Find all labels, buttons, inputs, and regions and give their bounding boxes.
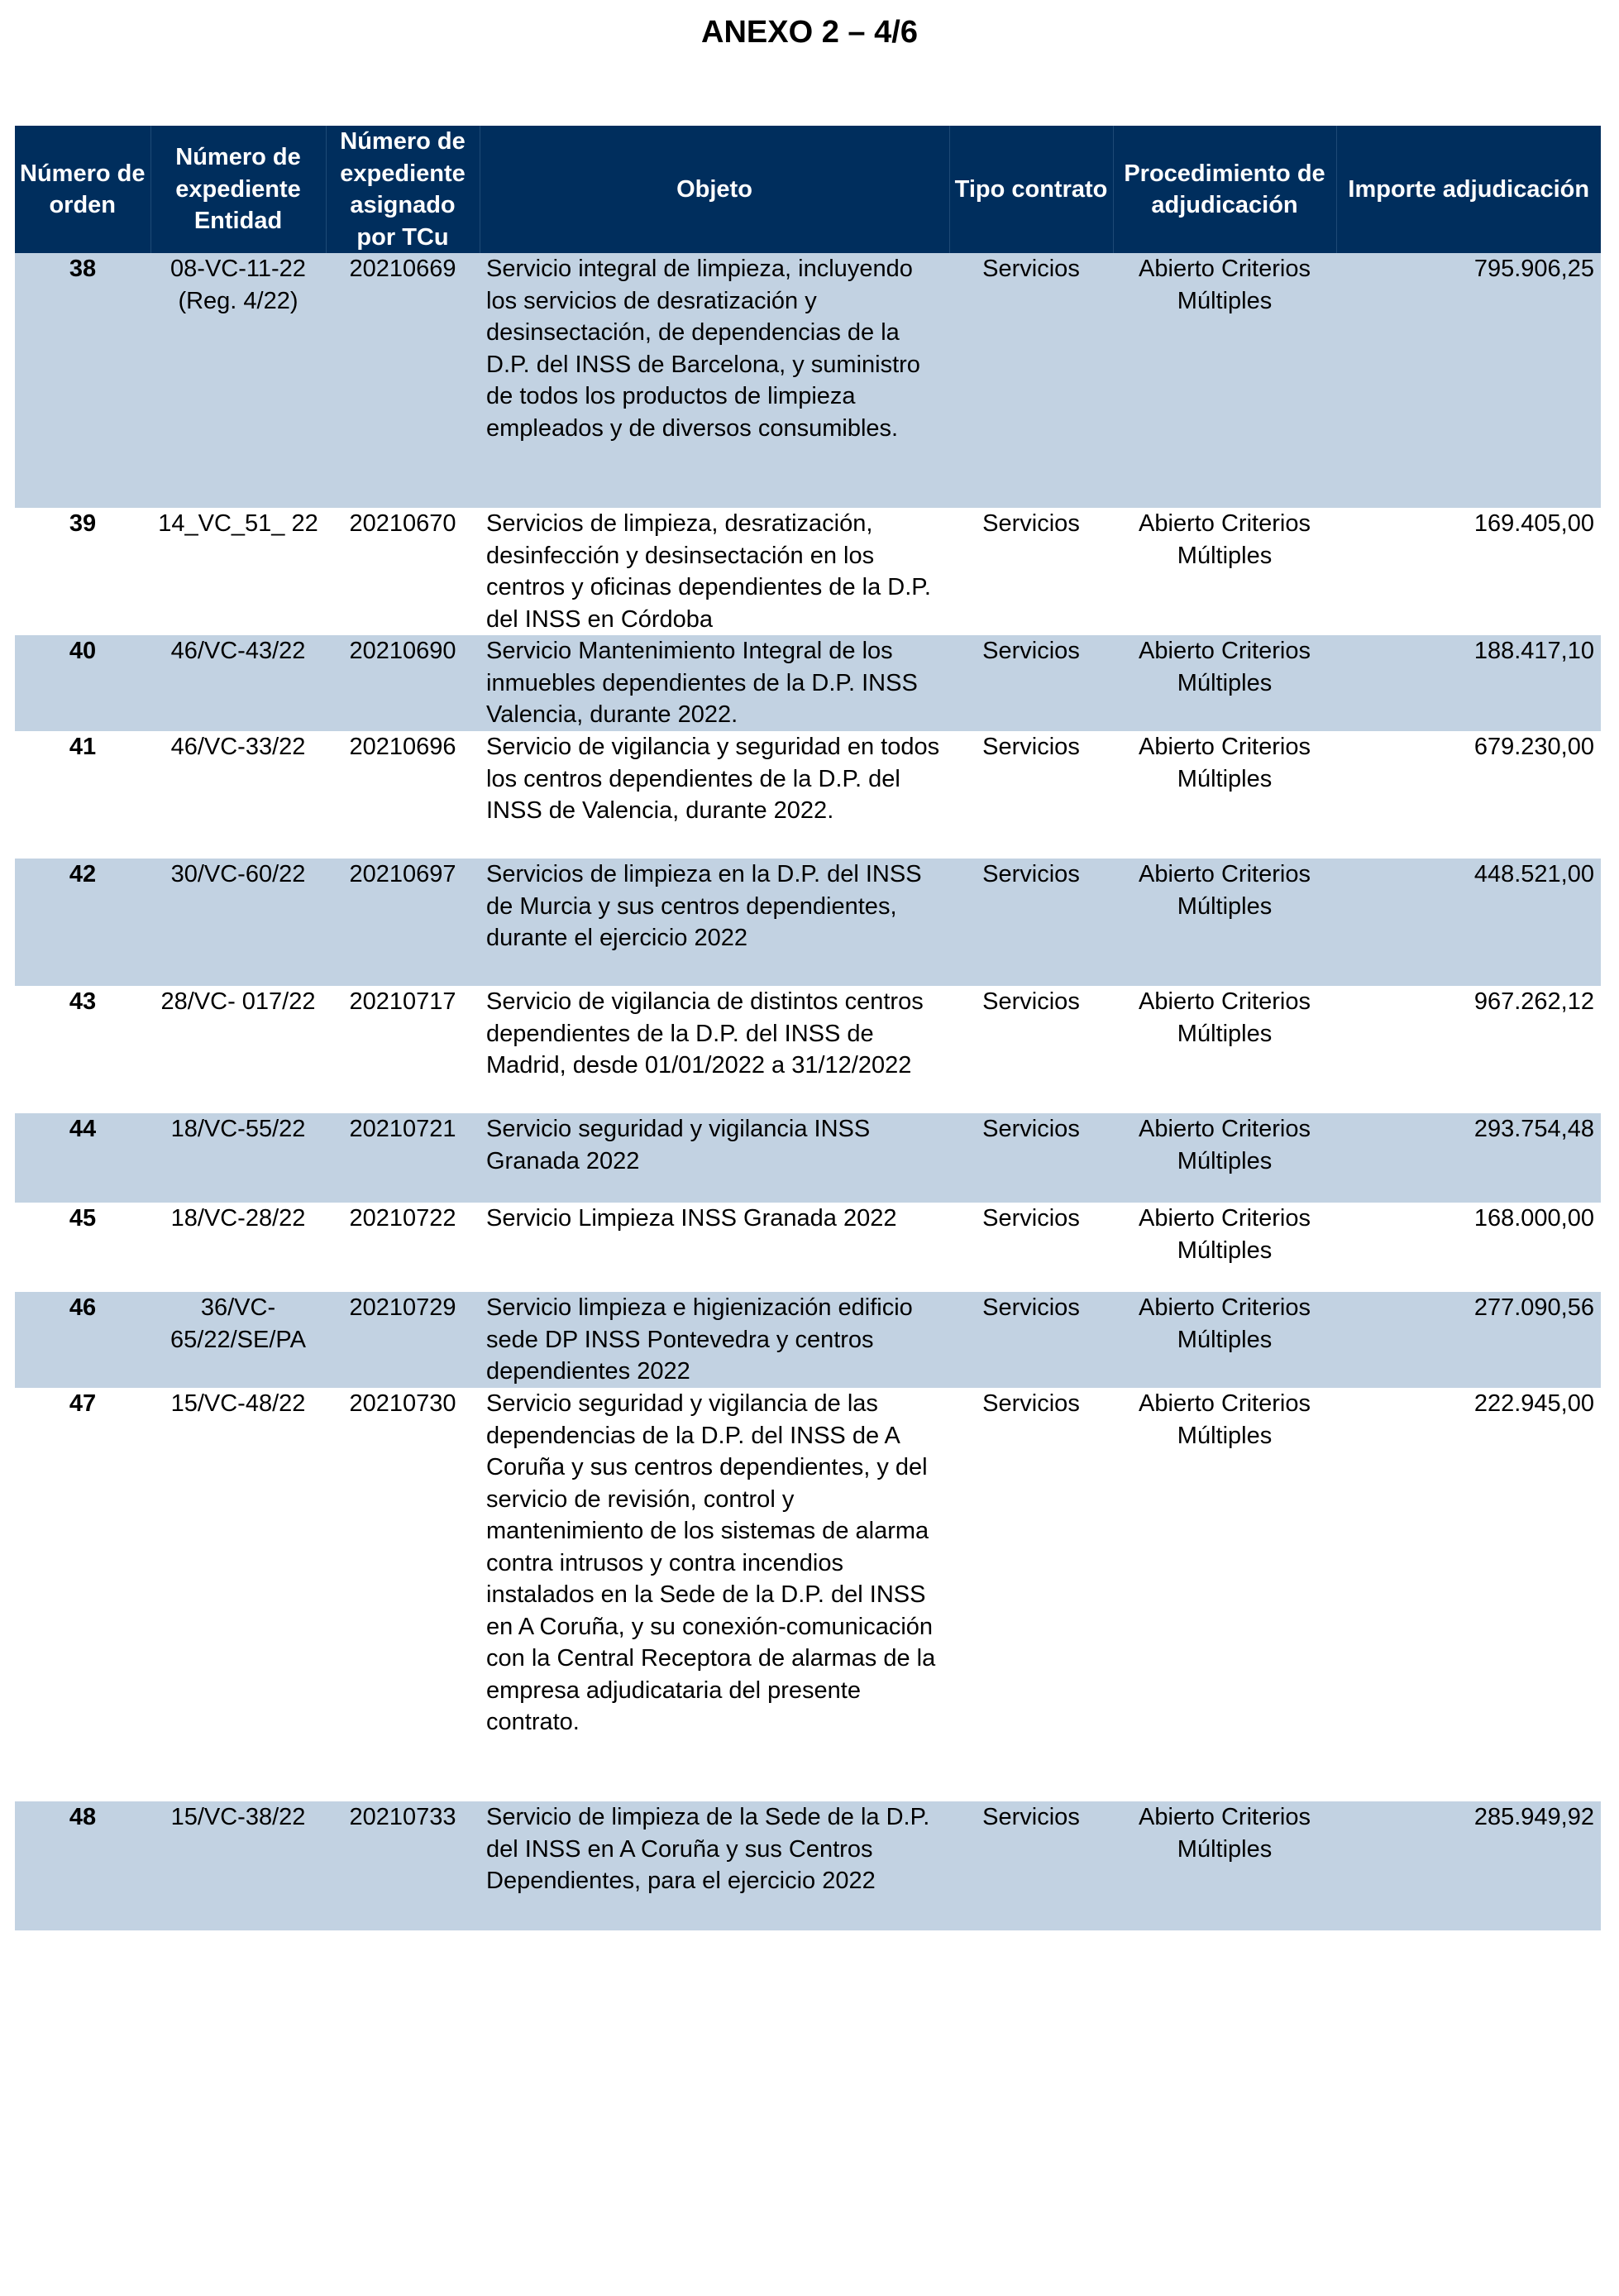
cell-objeto: Servicio integral de limpieza, incluyendo los servicios de desratización y desinsectación, de dependencias de la D.P. del INSS de Barcelona, y suministro de todos los productos de limpieza empleados y de diversos consumibles.: [480, 253, 949, 508]
cell-tcu: 20210729: [326, 1292, 480, 1388]
cell-objeto: Servicio limpieza e higienización edificio sede DP INSS Pontevedra y centros dependientes 2022: [480, 1292, 949, 1388]
cell-expediente: 15/VC-38/22: [150, 1801, 326, 1930]
table-row: [15, 508, 1601, 635]
cell-importe: 222.945,00: [1336, 1388, 1601, 1801]
cell-tcu: 20210717: [326, 986, 480, 1113]
cell-objeto: Servicio de limpieza de la Sede de la D.P. del INSS en A Coruña y sus Centros Dependientes, para el ejercicio 2022: [480, 1801, 949, 1930]
cell-procedimiento: Abierto Criterios Múltiples: [1113, 731, 1336, 859]
cell-importe: 168.000,00: [1336, 1203, 1601, 1292]
cell-tipo: Servicios: [949, 1388, 1113, 1801]
cell-expediente: 18/VC-55/22: [150, 1113, 326, 1203]
table-row: [15, 1292, 1601, 1388]
cell-objeto: Servicio seguridad y vigilancia INSS Granada 2022: [480, 1113, 949, 1203]
header-procedimiento: Procedimiento de adjudicación: [1113, 126, 1336, 253]
cell-importe: 277.090,56: [1336, 1292, 1601, 1388]
cell-expediente: 15/VC-48/22: [150, 1388, 326, 1801]
cell-tcu: 20210721: [326, 1113, 480, 1203]
cell-importe: 795.906,25: [1336, 253, 1601, 508]
table-row: [15, 1388, 1601, 1801]
header-numero-orden: Número de orden: [15, 126, 150, 253]
cell-expediente: 18/VC-28/22: [150, 1203, 326, 1292]
cell-tipo: Servicios: [949, 731, 1113, 859]
cell-orden: 41: [15, 731, 150, 859]
cell-expediente: 46/VC-33/22: [150, 731, 326, 859]
cell-tipo: Servicios: [949, 1203, 1113, 1292]
cell-importe: 448.521,00: [1336, 859, 1601, 986]
cell-orden: 48: [15, 1801, 150, 1930]
cell-orden: 39: [15, 508, 150, 635]
cell-importe: 679.230,00: [1336, 731, 1601, 859]
header-objeto: Objeto: [480, 126, 949, 253]
cell-orden: 42: [15, 859, 150, 986]
header-expediente-tcu: Número de expediente asignado por TCu: [326, 126, 480, 253]
header-tipo-contrato: Tipo contrato: [949, 126, 1113, 253]
cell-tipo: Servicios: [949, 986, 1113, 1113]
cell-tipo: Servicios: [949, 1292, 1113, 1388]
table-row: [15, 1113, 1601, 1203]
table-row: [15, 1203, 1601, 1292]
cell-procedimiento: Abierto Criterios Múltiples: [1113, 635, 1336, 731]
cell-objeto: Servicios de limpieza en la D.P. del INSS de Murcia y sus centros dependientes, durante el ejercicio 2022: [480, 859, 949, 986]
cell-tcu: 20210697: [326, 859, 480, 986]
header-expediente-entidad: Número de expediente Entidad: [150, 126, 326, 253]
cell-expediente: 08-VC-11-22 (Reg. 4/22): [150, 253, 326, 508]
cell-tipo: Servicios: [949, 253, 1113, 508]
header-importe: Importe adjudicación: [1336, 126, 1601, 253]
cell-procedimiento: Abierto Criterios Múltiples: [1113, 253, 1336, 508]
cell-procedimiento: Abierto Criterios Múltiples: [1113, 986, 1336, 1113]
page-title: ANEXO 2 – 4/6: [701, 15, 918, 50]
cell-orden: 40: [15, 635, 150, 731]
cell-tipo: Servicios: [949, 1113, 1113, 1203]
cell-procedimiento: Abierto Criterios Múltiples: [1113, 508, 1336, 635]
cell-procedimiento: Abierto Criterios Múltiples: [1113, 1292, 1336, 1388]
cell-tipo: Servicios: [949, 635, 1113, 731]
cell-orden: 47: [15, 1388, 150, 1801]
cell-objeto: Servicio Limpieza INSS Granada 2022: [480, 1203, 949, 1292]
cell-objeto: Servicios de limpieza, desratización, desinfección y desinsectación en los centros y oficinas dependientes de la D.P. del INSS en Córdoba: [480, 508, 949, 635]
cell-expediente: 28/VC- 017/22: [150, 986, 326, 1113]
cell-orden: 46: [15, 1292, 150, 1388]
cell-tcu: 20210696: [326, 731, 480, 859]
table-row: [15, 1801, 1601, 1930]
cell-expediente: 36/VC- 65/22/SE/PA: [150, 1292, 326, 1388]
cell-orden: 38: [15, 253, 150, 508]
cell-tipo: Servicios: [949, 508, 1113, 635]
cell-tcu: 20210733: [326, 1801, 480, 1930]
cell-tcu: 20210730: [326, 1388, 480, 1801]
cell-objeto: Servicio de vigilancia de distintos centros dependientes de la D.P. del INSS de Madrid, desde 01/01/2022 a 31/12/2022: [480, 986, 949, 1113]
cell-objeto: Servicio seguridad y vigilancia de las dependencias de la D.P. del INSS de A Coruña y sus centros dependientes, y del servicio de revisión, control y mantenimiento de los sistemas de alarma contra intrusos y contra incendios instalados en la Sede de la D.P. del INSS en A Coruña, y su conexión-comunicación con la Central Receptora de alarmas de la empresa adjudicataria del presente contrato.: [480, 1388, 949, 1801]
cell-importe: 169.405,00: [1336, 508, 1601, 635]
cell-tcu: 20210690: [326, 635, 480, 731]
cell-expediente: 14_VC_51_ 22: [150, 508, 326, 635]
cell-tcu: 20210669: [326, 253, 480, 508]
cell-objeto: Servicio Mantenimiento Integral de los inmuebles dependientes de la D.P. INSS Valencia, durante 2022.: [480, 635, 949, 731]
table-row: [15, 253, 1601, 508]
cell-importe: 188.417,10: [1336, 635, 1601, 731]
table-row: [15, 635, 1601, 731]
table-row: [15, 986, 1601, 1113]
cell-tcu: 20210722: [326, 1203, 480, 1292]
cell-importe: 967.262,12: [1336, 986, 1601, 1113]
table-header-row: [15, 126, 1601, 253]
cell-orden: 45: [15, 1203, 150, 1292]
cell-orden: 44: [15, 1113, 150, 1203]
cell-procedimiento: Abierto Criterios Múltiples: [1113, 1113, 1336, 1203]
cell-tipo: Servicios: [949, 1801, 1113, 1930]
cell-procedimiento: Abierto Criterios Múltiples: [1113, 1203, 1336, 1292]
cell-objeto: Servicio de vigilancia y seguridad en todos los centros dependientes de la D.P. del INSS de Valencia, durante 2022.: [480, 731, 949, 859]
cell-importe: 285.949,92: [1336, 1801, 1601, 1930]
cell-importe: 293.754,48: [1336, 1113, 1601, 1203]
cell-tcu: 20210670: [326, 508, 480, 635]
cell-procedimiento: Abierto Criterios Múltiples: [1113, 859, 1336, 986]
cell-procedimiento: Abierto Criterios Múltiples: [1113, 1388, 1336, 1801]
cell-procedimiento: Abierto Criterios Múltiples: [1113, 1801, 1336, 1930]
cell-orden: 43: [15, 986, 150, 1113]
cell-tipo: Servicios: [949, 859, 1113, 986]
cell-expediente: 30/VC-60/22: [150, 859, 326, 986]
table-row: [15, 859, 1601, 986]
table-row: [15, 731, 1601, 859]
cell-expediente: 46/VC-43/22: [150, 635, 326, 731]
contracts-table: [15, 126, 1601, 1930]
